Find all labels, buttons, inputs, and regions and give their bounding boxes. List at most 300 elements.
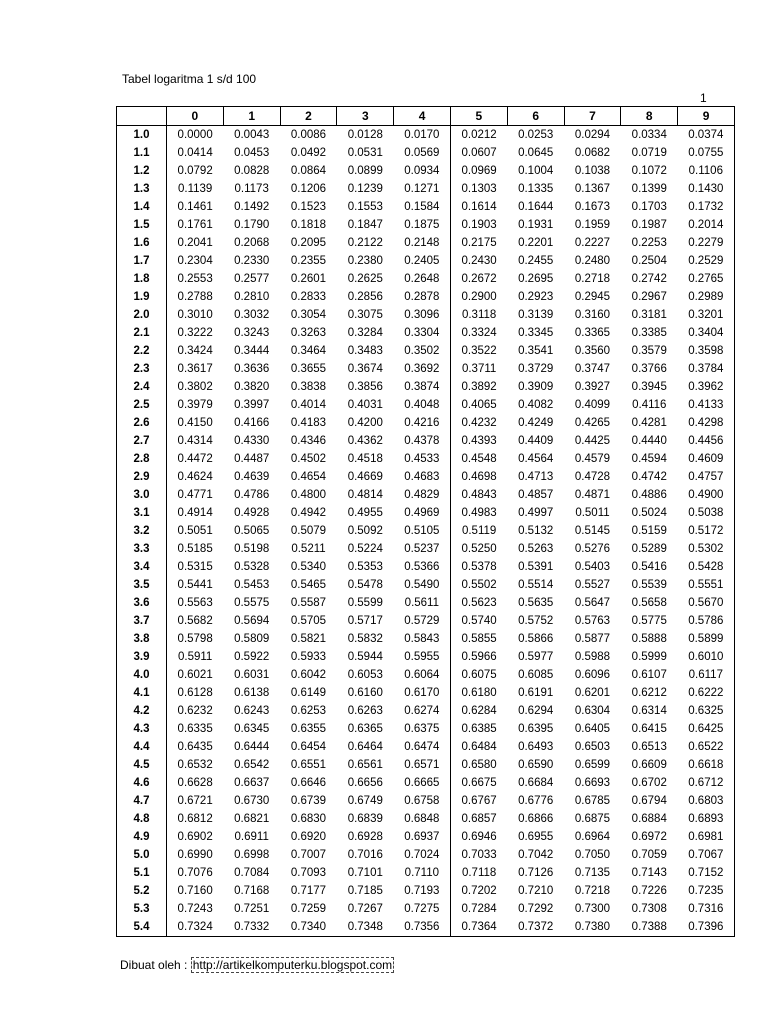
table-cell: 0.0414 [177,147,213,159]
table-row [117,738,735,756]
row-label: 1.8 [117,270,167,288]
table-cell: 0.6314 [631,705,667,717]
table-cell: 0.6839 [347,813,383,825]
table-cell: 0.2695 [518,273,554,285]
table-cell: 0.6042 [290,669,327,681]
table-cell: 0.6821 [234,813,270,825]
row-label: 3.0 [117,486,167,504]
table-cell: 0.5786 [678,612,735,630]
row-label: 3.1 [117,504,167,522]
column-header-6: 6 [507,107,564,126]
table-cell: 0.6513 [631,741,667,753]
table-cell: 0.5302 [678,540,735,558]
table-cell: 0.1732 [678,198,735,216]
table-row [117,882,735,900]
table-cell: 0.6294 [518,705,554,717]
table-cell: 0.4487 [234,453,270,465]
table-cell: 0.4533 [404,453,440,465]
table-cell: 0.0934 [404,165,440,177]
table-cell: 0.5514 [518,579,554,591]
table-cell: 0.2648 [404,273,440,285]
row-label: 1.7 [117,252,167,270]
table-cell: 0.6191 [518,687,554,699]
table-row [117,378,735,396]
table-cell: 0.5105 [404,525,440,537]
table-cell: 0.2175 [450,234,507,252]
table-cell: 0.2833 [290,291,327,303]
table-cell: 0.4249 [518,417,554,429]
table-cell: 0.7185 [347,885,383,897]
table-cell: 0.2810 [234,291,270,303]
table-cell: 0.7143 [631,867,667,879]
table-cell: 0.6972 [631,831,667,843]
table-cell: 0.4200 [347,417,383,429]
table-cell: 0.6085 [518,669,554,681]
table-cell: 0.3711 [450,360,507,378]
table-cell: 0.2672 [450,270,507,288]
table-cell: 0.5922 [234,651,270,663]
table-row [117,144,735,162]
table-cell: 0.6263 [347,705,383,717]
table-cell: 0.2504 [631,255,667,267]
table-cell: 0.5403 [574,561,611,573]
table-cell: 0.6222 [678,684,735,702]
table-cell: 0.5694 [234,615,270,627]
table-cell: 0.6866 [518,813,554,825]
table-cell: 0.4440 [631,435,667,447]
row-label: 5.2 [117,882,167,900]
table-cell: 0.6435 [177,741,213,753]
row-label: 2.8 [117,450,167,468]
table-cell: 0.5966 [450,648,507,666]
table-cell: 0.2989 [678,288,735,306]
table-row [117,360,735,378]
table-cell: 0.1173 [234,183,269,195]
table-cell: 0.3927 [574,381,611,393]
table-cell: 0.6325 [678,702,735,720]
table-cell: 0.6355 [290,723,327,735]
table-cell: 0.7076 [177,867,213,879]
table-cell: 0.4133 [678,396,735,414]
table-cell: 0.1461 [177,201,213,213]
table-row [117,594,735,612]
table-cell: 0.5353 [347,561,383,573]
table-cell: 0.6503 [574,741,611,753]
table-cell: 0.5276 [574,543,611,555]
table-cell: 0.6637 [234,777,270,789]
table-cell: 0.6730 [234,795,270,807]
row-label: 3.4 [117,558,167,576]
table-cell: 0.6493 [518,741,554,753]
row-label: 3.6 [117,594,167,612]
table-cell: 0.4099 [574,399,611,411]
row-label: 2.6 [117,414,167,432]
row-label: 2.0 [117,306,167,324]
table-cell: 0.1673 [574,201,611,213]
table-cell: 0.5159 [631,525,667,537]
table-cell: 0.7308 [631,903,667,915]
table-cell: 0.5682 [177,615,213,627]
row-label: 2.1 [117,324,167,342]
row-label: 4.0 [117,666,167,684]
row-label: 2.2 [117,342,167,360]
row-label: 4.5 [117,756,167,774]
table-row [117,504,735,522]
table-row [117,342,735,360]
table-cell: 0.1335 [518,183,554,195]
table-cell: 0.3945 [631,381,667,393]
table-cell: 0.5172 [678,522,735,540]
table-cell: 0.4757 [678,468,735,486]
table-cell: 0.3579 [631,345,667,357]
table-cell: 0.0043 [234,129,270,141]
table-cell: 0.4393 [450,432,507,450]
table-cell: 0.5855 [450,630,507,648]
row-label: 4.2 [117,702,167,720]
table-row [117,918,735,937]
table-cell: 0.7388 [621,918,678,937]
table-cell: 0.1038 [574,165,611,177]
table-cell: 0.4983 [450,504,507,522]
table-cell: 0.5263 [518,543,554,555]
table-cell: 0.4564 [518,453,554,465]
table-row [117,846,735,864]
table-cell: 0.3444 [234,345,270,357]
table-cell: 0.7152 [678,864,735,882]
table-cell: 0.4232 [450,414,507,432]
table-cell: 0.3802 [177,381,213,393]
table-cell: 0.6702 [631,777,667,789]
table-cell: 0.6998 [234,849,270,861]
row-label: 3.2 [117,522,167,540]
table-cell: 0.3747 [574,363,611,375]
table-cell: 0.1818 [290,219,327,231]
table-cell: 0.2742 [631,273,667,285]
table-cell: 0.3483 [347,345,383,357]
table-cell: 0.6721 [177,795,213,807]
table-cell: 0.2148 [404,237,440,249]
table-cell: 0.2788 [177,291,213,303]
table-cell: 0.0607 [450,144,507,162]
table-cell: 0.5051 [177,525,213,537]
table-cell: 0.2718 [574,273,611,285]
table-cell: 0.3324 [450,324,507,342]
table-cell: 0.2625 [347,273,383,285]
table-cell: 0.7235 [678,882,735,900]
table-cell: 0.5079 [290,525,327,537]
table-cell: 0.2227 [574,237,611,249]
table-row [117,486,735,504]
table-cell: 0.6590 [518,759,554,771]
table-cell: 0.5441 [177,579,213,591]
table-cell: 0.7259 [290,903,327,915]
table-cell: 0.6425 [678,720,735,738]
table-cell: 0.5899 [678,630,735,648]
header-corner-cell [117,107,167,126]
table-cell: 0.3541 [518,345,554,357]
table-cell: 0.4314 [177,435,213,447]
table-cell: 0.5740 [450,612,507,630]
table-cell: 0.6464 [347,741,383,753]
credit-link[interactable]: http://artikelkomputerku.blogspot.com [192,958,393,972]
table-cell: 0.1303 [450,180,507,198]
table-cell: 0.4800 [290,489,327,501]
table-cell: 0.2355 [290,255,327,267]
table-cell: 0.4997 [518,507,554,519]
table-row [117,270,735,288]
table-row [117,414,735,432]
table-cell: 0.6021 [177,669,213,681]
table-cell: 0.2201 [518,237,554,249]
table-cell: 0.6532 [177,759,213,771]
table-cell: 0.7067 [678,846,735,864]
table-cell: 0.6656 [347,777,383,789]
table-cell: 0.6010 [678,648,735,666]
table-cell: 0.3284 [347,327,383,339]
table-cell: 0.3181 [631,309,667,321]
table-cell: 0.3674 [347,363,383,375]
table-cell: 0.1239 [347,183,383,195]
table-cell: 0.5866 [518,633,554,645]
table-cell: 0.4048 [404,399,440,411]
table-body [117,126,735,937]
table-cell: 0.6405 [574,723,611,735]
table-cell: 0.6830 [290,813,327,825]
table-cell: 0.7084 [234,867,270,879]
table-cell: 0.7042 [518,849,554,861]
table-cell: 0.5752 [518,615,554,627]
table-cell: 0.3838 [290,381,327,393]
row-label: 4.3 [117,720,167,738]
table-cell: 0.3424 [177,345,213,357]
table-cell: 0.5490 [404,579,440,591]
table-cell: 0.4829 [404,489,440,501]
table-row [117,576,735,594]
table-cell: 0.6096 [574,669,611,681]
table-cell: 0.4624 [177,471,213,483]
row-label: 4.8 [117,810,167,828]
table-row [117,288,735,306]
table-cell: 0.4330 [234,435,270,447]
table-cell: 0.5378 [450,558,507,576]
row-label: 3.8 [117,630,167,648]
table-cell: 0.4346 [290,435,327,447]
table-cell: 0.7251 [234,903,270,915]
table-cell: 0.1931 [518,219,554,231]
table-cell: 0.4166 [234,417,270,429]
table-cell: 0.5587 [290,597,327,609]
table-cell: 0.3617 [177,363,213,375]
table-cell: 0.2967 [631,291,667,303]
table-cell: 0.5198 [234,543,270,555]
table-cell: 0.4900 [678,486,735,504]
row-label: 2.4 [117,378,167,396]
table-cell: 0.3075 [347,309,383,321]
table-cell: 0.1903 [450,216,507,234]
column-header-1: 1 [223,107,280,126]
column-header-8: 8 [621,107,678,126]
table-row [117,216,735,234]
table-cell: 0.1614 [450,198,507,216]
row-label: 5.3 [117,900,167,918]
table-row [117,612,735,630]
table-cell: 0.1875 [404,219,440,231]
page-number: 1 [700,91,707,105]
table-cell: 0.7126 [518,867,554,879]
table-cell: 0.3404 [678,324,735,342]
table-cell: 0.4502 [290,453,327,465]
table-cell: 0.4609 [678,450,735,468]
table-cell: 0.5763 [574,615,611,627]
table-cell: 0.6884 [631,813,667,825]
table-cell: 0.5011 [575,507,610,519]
table-cell: 0.3010 [177,309,213,321]
table-cell: 0.5038 [678,504,735,522]
table-cell: 0.4065 [450,396,507,414]
table-cell: 0.0828 [234,165,270,177]
table-cell: 0.7348 [337,918,394,937]
table-cell: 0.1492 [234,201,270,213]
table-cell: 0.5798 [177,633,213,645]
table-cell: 0.5328 [234,561,270,573]
table-cell: 0.7135 [574,867,611,879]
table-cell: 0.1399 [631,183,667,195]
table-cell: 0.4082 [518,399,554,411]
table-cell: 0.4378 [404,435,440,447]
table-header-row [117,107,735,126]
page-title: Tabel logaritma 1 s/d 100 [122,72,257,86]
table-cell: 0.4955 [347,507,383,519]
credit-line [120,958,394,972]
table-cell: 0.0792 [177,165,213,177]
table-cell: 0.7024 [404,849,440,861]
table-cell: 0.3636 [234,363,270,375]
table-cell: 0.0253 [518,129,554,141]
row-label: 3.3 [117,540,167,558]
row-label: 3.5 [117,576,167,594]
table-cell: 0.2405 [404,255,440,267]
table-cell: 0.0569 [404,147,440,159]
table-cell: 0.1206 [290,183,327,195]
table-cell: 0.2068 [234,237,270,249]
table-cell: 0.5729 [404,615,440,627]
table-cell: 0.6857 [450,810,507,828]
table-cell: 0.2945 [574,291,611,303]
table-cell: 0.5647 [574,597,611,609]
table-cell: 0.6107 [631,669,667,681]
table-row [117,324,735,342]
table-cell: 0.5539 [631,579,667,591]
table-cell: 0.6212 [631,687,667,699]
table-cell: 0.4150 [177,417,213,429]
table-cell: 0.6138 [234,687,270,699]
table-cell: 0.5670 [678,594,735,612]
row-label: 2.5 [117,396,167,414]
table-cell: 0.6693 [574,777,611,789]
table-cell: 0.5832 [347,633,383,645]
table-cell: 0.6848 [404,813,440,825]
table-row [117,540,735,558]
table-cell: 0.3263 [290,327,327,339]
table-cell: 0.2380 [347,255,383,267]
table-cell: 0.4014 [290,399,327,411]
column-header-4: 4 [394,107,451,126]
table-cell: 0.6335 [177,723,213,735]
table-cell: 0.3096 [404,309,440,321]
table-cell: 0.5527 [574,579,611,591]
table-cell: 0.0334 [631,129,667,141]
table-cell: 0.7396 [678,918,735,937]
table-cell: 0.3054 [290,309,327,321]
table-cell: 0.5065 [234,525,270,537]
table-cell: 0.4786 [234,489,270,501]
table-cell: 0.1703 [631,201,667,213]
table-cell: 0.6794 [631,795,667,807]
table-cell: 0.6345 [234,723,270,735]
table-cell: 0.0719 [631,147,667,159]
table-cell: 0.0086 [290,129,327,141]
table-cell: 0.4265 [574,417,611,429]
table-cell: 0.6284 [450,702,507,720]
table-row [117,468,735,486]
table-cell: 0.5119 [450,522,507,540]
table-cell: 0.6812 [177,813,213,825]
table-cell: 0.7118 [450,864,507,882]
table-row [117,180,735,198]
column-header-3: 3 [337,107,394,126]
table-cell: 0.5416 [631,561,667,573]
table-cell: 0.5315 [177,561,213,573]
table-cell: 0.4969 [404,507,440,519]
table-cell: 0.5453 [234,579,270,591]
table-cell: 0.5821 [290,633,327,645]
table-cell: 0.7160 [177,885,213,897]
table-cell: 0.5599 [347,597,383,609]
table-cell: 0.1271 [404,183,440,195]
table-cell: 0.1072 [631,165,667,177]
table-row [117,720,735,738]
table-cell: 0.1959 [574,219,611,231]
table-cell: 0.2480 [574,255,611,267]
row-label: 1.6 [117,234,167,252]
table-cell: 0.3979 [177,399,213,411]
column-header-0: 0 [167,107,224,126]
table-cell: 0.6542 [234,759,270,771]
table-cell: 0.1106 [678,162,735,180]
table-cell: 0.6955 [518,831,554,843]
table-cell: 0.5809 [234,633,270,645]
table-cell: 0.5911 [177,651,213,663]
table-cell: 0.4683 [404,471,440,483]
row-label: 3.9 [117,648,167,666]
table-cell: 0.6117 [678,666,735,684]
table-cell: 0.2553 [177,273,213,285]
table-cell: 0.3502 [404,345,440,357]
table-cell: 0.7050 [574,849,611,861]
table-cell: 0.7210 [518,885,554,897]
table-cell: 0.4814 [347,489,383,501]
table-cell: 0.3243 [234,327,270,339]
table-cell: 0.1761 [177,219,213,231]
table-row [117,306,735,324]
table-cell: 0.7372 [507,918,564,937]
table-cell: 0.5977 [518,651,554,663]
table-cell: 0.7300 [574,903,611,915]
table-cell: 0.6928 [347,831,383,843]
table-cell: 0.3820 [234,381,270,393]
table-cell: 0.0212 [450,126,507,145]
row-label: 1.4 [117,198,167,216]
